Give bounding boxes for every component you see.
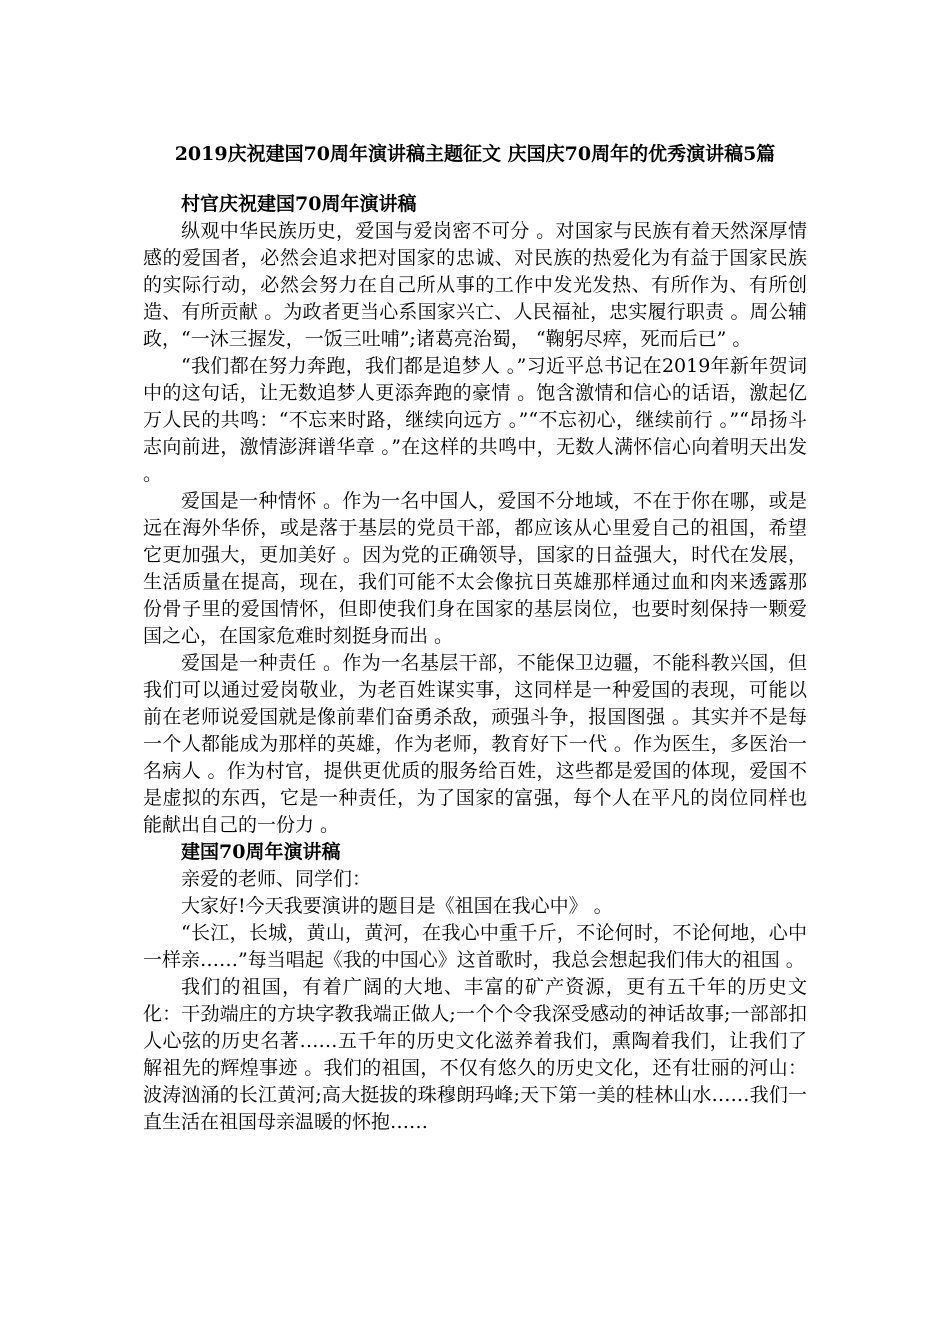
paragraph: 爱国是一种情怀 。作为一名中国人，爱国不分地域，不在于你在哪，或是远在海外华侨，或是落于基层的党员干部，都应该从心里爱自己的祖国，希望它更加强大，更加美好 。因为党的正确领导，国家的日益强大，时代在发展，生活质量在提高，现在，我们可能不太会像抗日英雄那样通过血和肉来透露那份骨子里的爱国情怀，但即使我们身在国家的基层岗位，也要时刻保持一颗爱国之心，在国家危难时刻挺身而出 。 <box>143 490 807 647</box>
section-heading: 村官庆祝建国70周年演讲稿 <box>181 193 417 215</box>
paragraph: “长江，长城，黄山，黄河，在我心中重千斤，不论何时，不论何地，心中一样亲……”每当唱起《我的中国心》这首歌时，我总会想起我们伟大的祖国 。 <box>143 922 807 971</box>
document-title: 2019庆祝建国70周年演讲稿主题征文 庆国庆70周年的优秀演讲稿5篇 <box>174 143 776 165</box>
paragraph: 纵观中华民族历史，爱国与爱岗密不可分 。对国家与民族有着天然深厚情感的爱国者，必然会追求把对国家的忠诚、对民族的热爱化为有益于国家民族的实际行动，必然会努力在自己所从事的工作中发光发热、有所作为、有所创造、有所贡献 。为政者更当心系国家兴亡、人民福祉，忠实履行职责 。周公辅政，“一沐三握发，一饭三吐哺”;诸葛亮治蜀， “鞠躬尽瘁，死而后已” 。 <box>143 220 807 350</box>
paragraph: 我们的祖国，有着广阔的大地、丰富的矿产资源，更有五千年的历史文化：干劲端庄的方块字教我端正做人;一个个令我深受感动的神话故事;一部部扣人心弦的历史名著……五千年的历史文化滋养着我们，熏陶着我们，让我们了解祖先的辉煌事迹 。我们的祖国，不仅有悠久的历史文化，还有壮丽的河山：波涛汹涌的长江黄河;高大挺拔的珠穆朗玛峰;天下第一美的桂林山水……我们一直生活在祖国母亲温暖的怀抱…… <box>143 976 807 1133</box>
paragraph: 亲爱的老师、同学们： <box>181 868 372 890</box>
section-heading: 建国70周年演讲稿 <box>181 841 341 863</box>
paragraph: “我们都在努力奔跑，我们都是追梦人 。”习近平总书记在2019年新年贺词中的这句话，让无数追梦人更添奔跑的豪情 。饱含激情和信心的话语，激起亿万人民的共鸣：“不忘来时路，继续向远方 。”“不忘初心，继续前行 。”“昂扬斗志向前进，激情澎湃谱华章 。”在这样的共鸣中，无数人满怀信心向着明天出发 。 <box>143 355 807 485</box>
section-village-official-speech <box>143 191 807 839</box>
paragraph: 大家好!今天我要演讲的题目是《祖国在我心中》 。 <box>181 895 613 917</box>
paragraph: 爱国是一种责任 。作为一名基层干部，不能保卫边疆，不能科教兴国，但我们可以通过爱岗敬业，为老百姓谋实事，这同样是一种爱国的表现，可能以前在老师说爱国就是像前辈们奋勇杀敌，顽强斗争，报国图强 。其实并不是每一个人都能成为那样的英雄，作为老师，教育好下一代 。作为医生，多医治一名病人 。作为村官，提供更优质的服务给百姓，这些都是爱国的体现，爱国不是虚拟的东西，它是一种责任，为了国家的富强，每个人在平凡的岗位同样也能献出自己的一份力 。 <box>143 652 807 836</box>
section-national-founding-speech <box>143 839 807 1136</box>
